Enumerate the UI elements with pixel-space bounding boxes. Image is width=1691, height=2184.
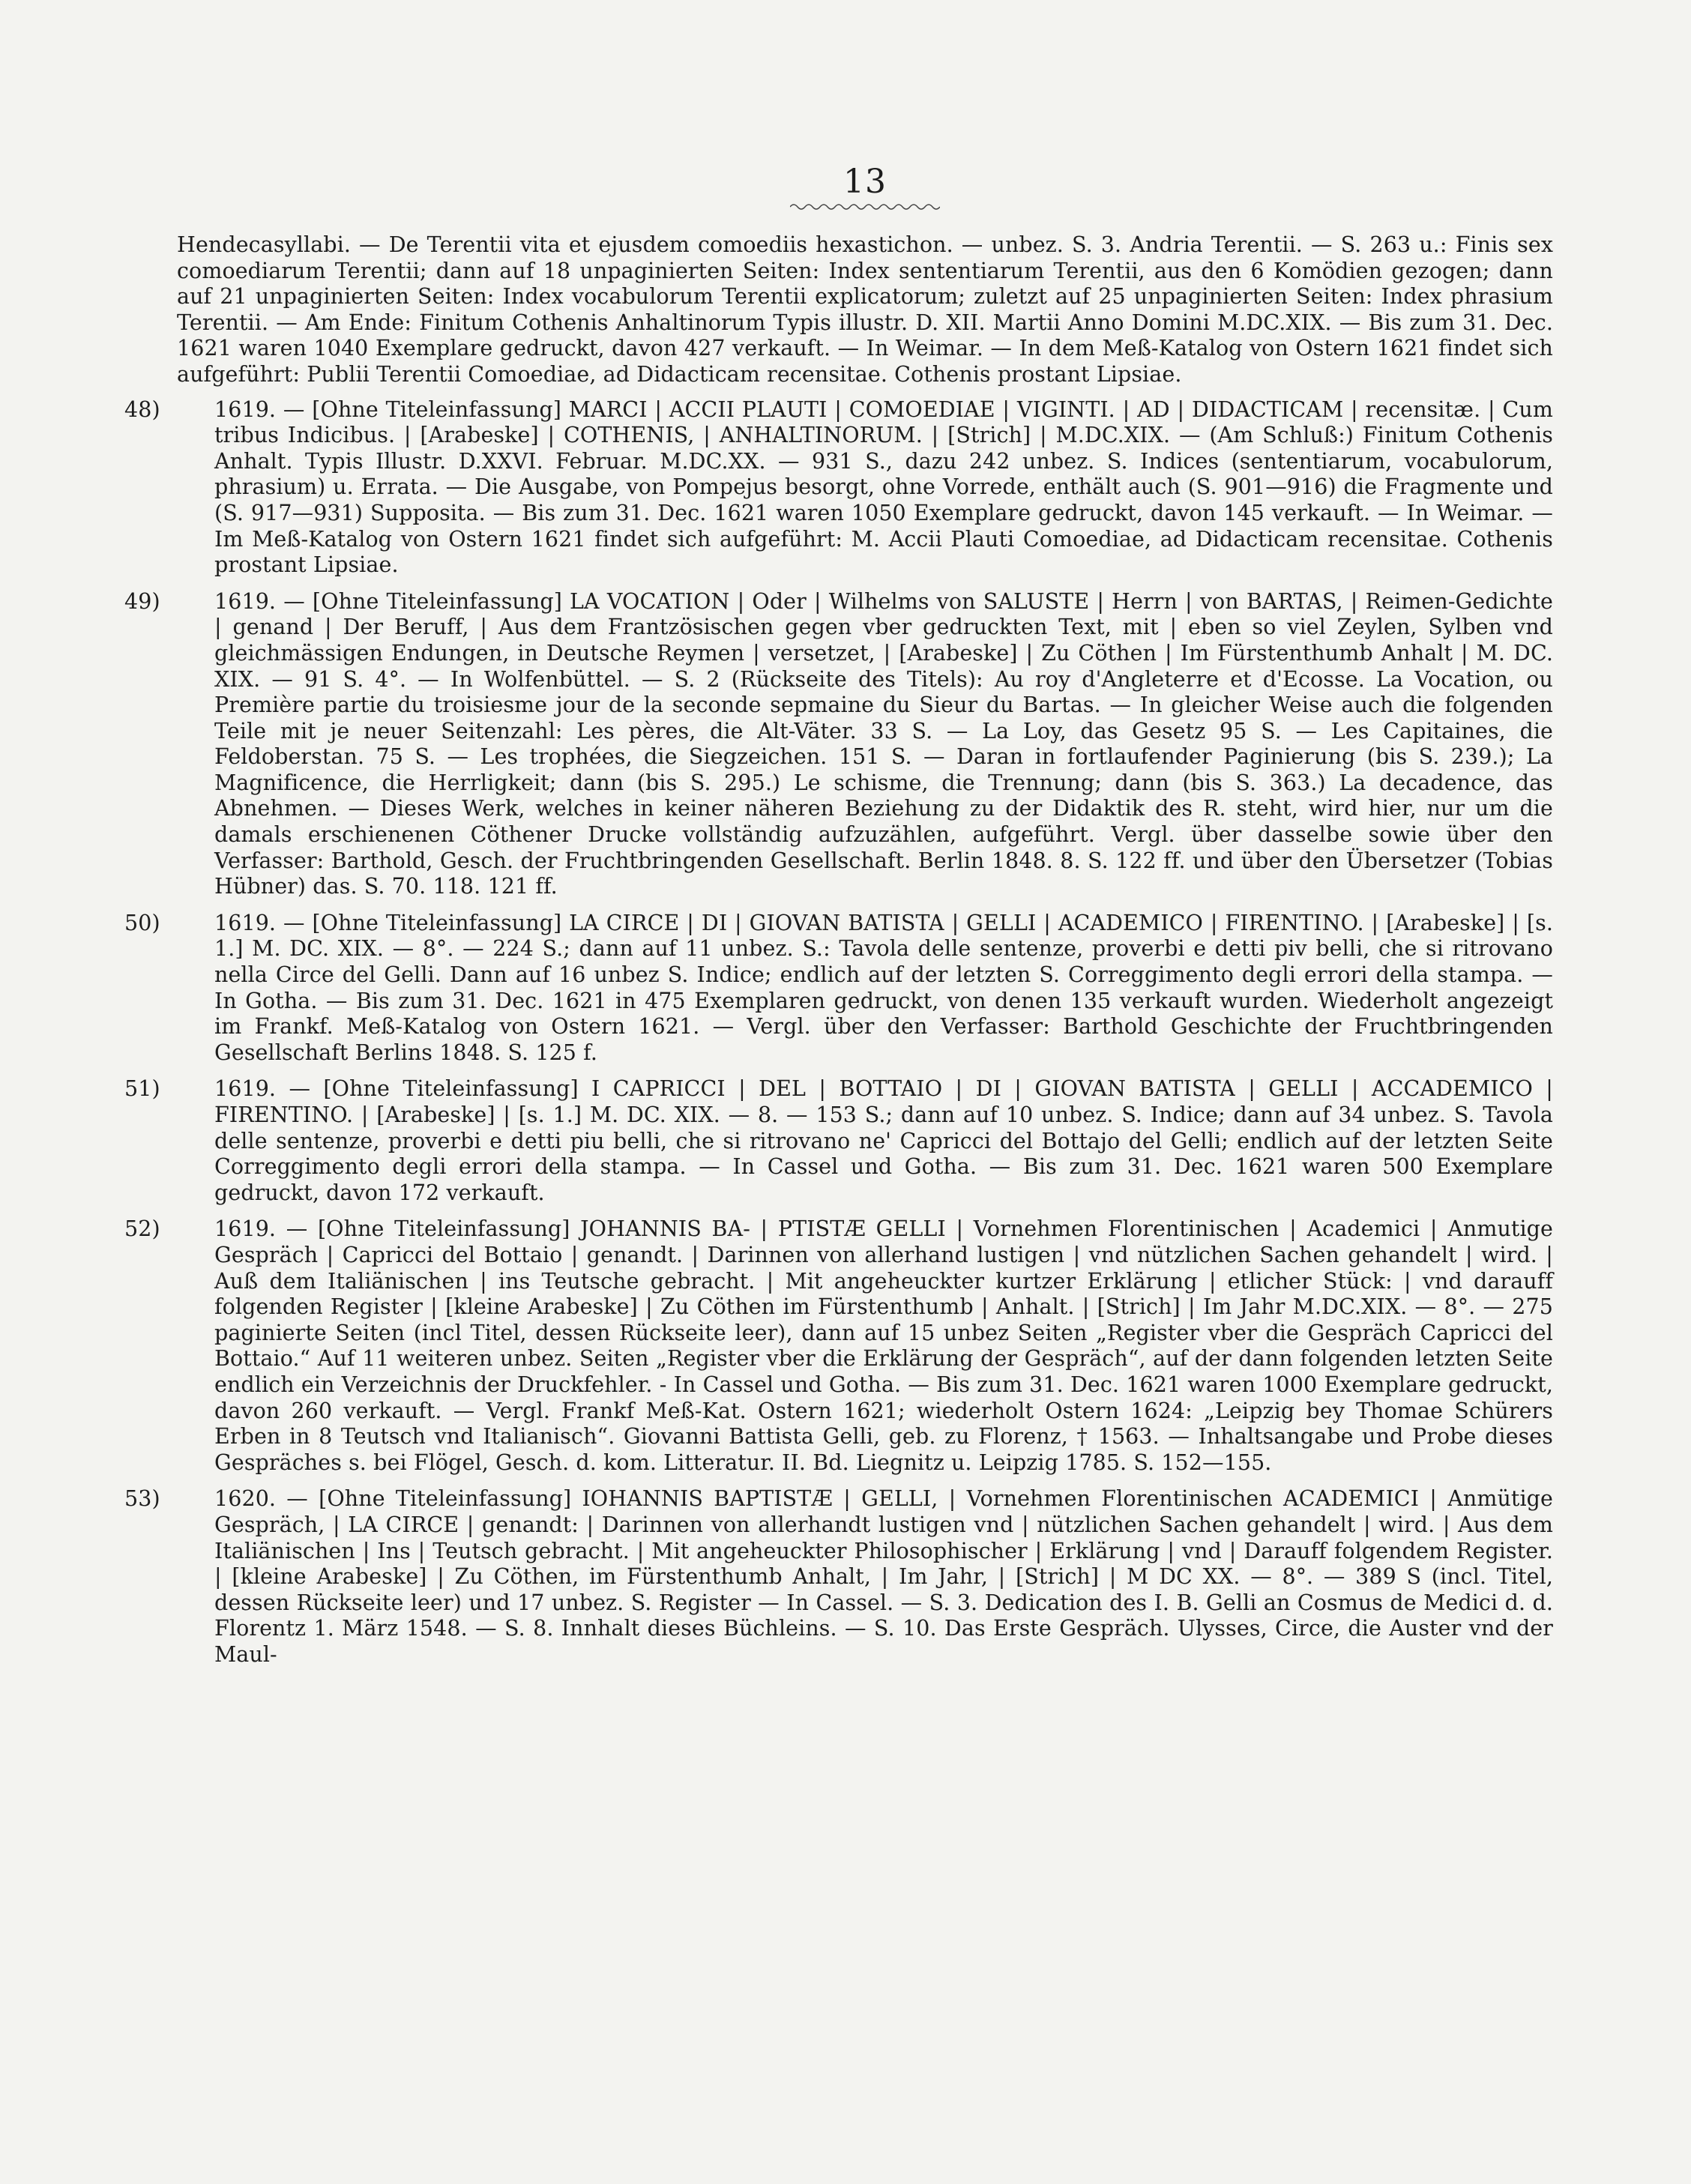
entry-number: 49) — [124, 588, 160, 614]
bibliography-entry-52 — [124, 1216, 1553, 1476]
entry-number: 51) — [124, 1076, 160, 1102]
entry-text: 1619. — [Ohne Titeleinfassung] LA CIRCE | DI | GIOVAN BATISTA | GELLI | ACADEMICO | FIRENTINO. | [Arabeske] | [s. 1.] M. DC. XIX. — 8°. — 224 S.; dann auf 11 unbez. S.: Tavola delle sentenze, proverbi e detti piv belli, che si ritrovano nella Circe del Gelli. Dann auf 16 unbez S. Indice; endlich auf der letzten S. Correggimento degli errori della stampa. — In Gotha. — Bis zum 31. Dec. 1621 in 475 Exemplaren gedruckt, von denen 135 verkauft wurden. Wiederholt angezeigt im Frankf. Meß-Katalog von Ostern 1621. — Vergl. über den Verfasser: Barthold Geschichte der Fruchtbringenden Gesellschaft Berlins 1848. S. 125 f. — [214, 910, 1553, 1065]
page-number-ornament — [790, 202, 940, 211]
bibliography-entry-49 — [124, 588, 1553, 900]
entry-number: 53) — [124, 1486, 160, 1512]
entry-number: 50) — [124, 910, 160, 935]
bibliography-entry-53 — [124, 1486, 1553, 1668]
bibliography-entry-50 — [124, 910, 1553, 1067]
bibliography-entry-48 — [124, 396, 1553, 579]
page-number: 13 — [843, 163, 887, 201]
entry-number: 48) — [124, 396, 160, 422]
continuation-paragraph: Hendecasyllabi. — De Terentii vita et ejusdem comoediis hexastichon. — unbez. S. 3. Andria Terentii. — S. 263 u.: Finis sex comoediarum Terentii; dann auf 18 unpaginierten Seiten: Index sententiarum Terentii, aus den 6 Komödien gezogen; dann auf 21 unpaginierten Seiten: Index vocabulorum Terentii explicatorum; zuletzt auf 25 unpaginierten Seiten: Index phrasium Terentii. — Am Ende: Finitum Cothenis Anhaltinorum Typis illustr. D. XII. Martii Anno Domini M.DC.XIX. — Bis zum 31. Dec. 1621 waren 1040 Exemplare gedruckt, davon 427 verkauft. — In Weimar. — In dem Meß-Katalog von Ostern 1621 findet sich aufgeführt: Publii Terentii Comoediae, ad Didacticam recensitae. Cothenis prostant Lipsiae. — [177, 232, 1553, 387]
entry-text: 1620. — [Ohne Titeleinfassung] IOHANNIS BAPTISTÆ | GELLI, | Vornehmen Florentinischen ACADEMICI | Anmütige Gespräch, | LA CIRCE | genandt: | Darinnen von allerhandt lustigen vnd | nützlichen Sachen gehandelt | wird. | Aus dem Italiänischen | Ins | Teutsch gebracht. | Mit angeheuckter Philosophischer | Erklärung | vnd | Darauff folgendem Register. | [kleine Arabeske] | Zu Cöthen, im Fürstenthumb Anhalt, | Im Jahr, | [Strich] | M DC XX. — 8°. — 389 S (incl. Titel, dessen Rückseite leer) und 17 unbez. S. Register — In Cassel. — S. 3. Dedication des I. B. Gelli an Cosmus de Medici d. d. Florentz 1. März 1548. — S. 8. Innhalt dieses Büchleins. — S. 10. Das Erste Gespräch. Ulysses, Circe, die Auster vnd der Maul- — [214, 1486, 1553, 1667]
page-content — [124, 232, 1553, 1678]
entry-text: 1619. — [Ohne Titeleinfassung] LA VOCATION | Oder | Wilhelms von SALUSTE | Herrn | von BARTAS, | Reimen-Gedichte | genand | Der Beruff, | Aus dem Frantzösischen gegen vber gedruckten Text, mit | eben so viel Zeylen, Sylben vnd gleichmässigen Endungen, in Deutsche Reymen | versetzet, | [Arabeske] | Zu Cöthen | Im Fürstenthumb Anhalt | M. DC. XIX. — 91 S. 4°. — In Wolfenbüttel. — S. 2 (Rückseite des Titels): Au roy d'Angleterre et d'Ecosse. La Vocation, ou Première partie du troisiesme jour de la seconde sepmaine du Sieur du Bartas. — In gleicher Weise auch die folgenden Teile mit je neuer Seitenzahl: Les pères, die Alt-Väter. 33 S. — La Loy, das Gesetz 95 S. — Les Capitaines, die Feldoberstan. 75 S. — Les trophées, die Siegzeichen. 151 S. — Daran in fortlaufender Paginierung (bis S. 239.); La Magnificence, die Herrligkeit; dann (bis S. 295.) Le schisme, die Trennung; dann (bis S. 363.) La decadence, das Abnehmen. — Dieses Werk, welches in keiner näheren Beziehung zu der Didaktik des R. steht, wird hier, nur um die damals erschienenen Cöthener Drucke vollständig aufzuzählen, aufgeführt. Vergl. über dasselbe sowie über den Verfasser: Barthold, Gesch. der Fruchtbringenden Gesellschaft. Berlin 1848. 8. S. 122 ff. und über den Übersetzer (Tobias Hübner) das. S. 70. 118. 121 ff. — [214, 588, 1553, 899]
entry-number: 52) — [124, 1216, 160, 1242]
bibliography-entry-51 — [124, 1076, 1553, 1206]
document-page — [124, 0, 1553, 2184]
entry-text: 1619. — [Ohne Titeleinfassung] MARCI | ACCII PLAUTI | COMOEDIAE | VIGINTI. | AD | DIDACTICAM | recensitæ. | Cum tribus Indicibus. | [Arabeske] | COTHENIS, | ANHALTINORUM. | [Strich] | M.DC.XIX. — (Am Schluß:) Finitum Cothenis Anhalt. Typis Illustr. D.XXVI. Februar. M.DC.XX. — 931 S., dazu 242 unbez. S. Indices (sententiarum, vocabulorum, phrasium) u. Errata. — Die Ausgabe, von Pompejus besorgt, ohne Vorrede, enthält auch (S. 901—916) die Fragmente und (S. 917—931) Supposita. — Bis zum 31. Dec. 1621 waren 1050 Exemplare gedruckt, davon 145 verkauft. — In Weimar. — Im Meß-Katalog von Ostern 1621 findet sich aufgeführt: M. Accii Plauti Comoediae, ad Didacticam recensitae. Cothenis prostant Lipsiae. — [214, 396, 1553, 578]
entry-text: 1619. — [Ohne Titeleinfassung] I CAPRICCI | DEL | BOTTAIO | DI | GIOVAN BATISTA | GELLI | ACCADEMICO | FIRENTINO. | [Arabeske] | [s. 1.] M. DC. XIX. — 8. — 153 S.; dann auf 10 unbez. S. Indice; dann auf 34 unbez. S. Tavola delle sentenze, proverbi e detti piu belli, che si ritrovano ne' Capricci del Bottajo del Gelli; endlich auf der letzten Seite Correggimento degli errori della stampa. — In Cassel und Gotha. — Bis zum 31. Dec. 1621 waren 500 Exemplare gedruckt, davon 172 verkauft. — [214, 1076, 1553, 1205]
entry-text: 1619. — [Ohne Titeleinfassung] JOHANNIS BA- | PTISTÆ GELLI | Vornehmen Florentinischen | Academici | Anmutige Gespräch | Capricci del Bottaio | genandt. | Darinnen von allerhand lustigen | vnd nützlichen Sachen gehandelt | wird. | Auß dem Italiänischen | ins Teutsche gebracht. | Mit angeheuckter kurtzer Erklärung | etlicher Stück: | vnd darauff folgenden Register | [kleine Arabeske] | Zu Cöthen im Fürstenthumb | Anhalt. | [Strich] | Im Jahr M.DC.XIX. — 8°. — 275 paginierte Seiten (incl Titel, dessen Rückseite leer), dann auf 15 unbez Seiten „Register vber die Gespräch Capricci del Bottaio.“ Auf 11 weiteren unbez. Seiten „Register vber die Erklärung der Gespräch“, auf der dann folgenden letzten Seite endlich ein Verzeichnis der Druckfehler. - In Cassel und Gotha. — Bis zum 31. Dec. 1621 waren 1000 Exemplare gedruckt, davon 260 verkauft. — Vergl. Frankf Meß-Kat. Ostern 1621; wiederholt Ostern 1624: „Leipzig bey Thomae Schürers Erben in 8 Teutsch vnd Italianisch“. Giovanni Battista Gelli, geb. zu Florenz, † 1563. — Inhaltsangabe und Probe dieses Gespräches s. bei Flögel, Gesch. d. kom. Litteratur. II. Bd. Liegnitz u. Leipzig 1785. S. 152—155. — [214, 1216, 1553, 1475]
